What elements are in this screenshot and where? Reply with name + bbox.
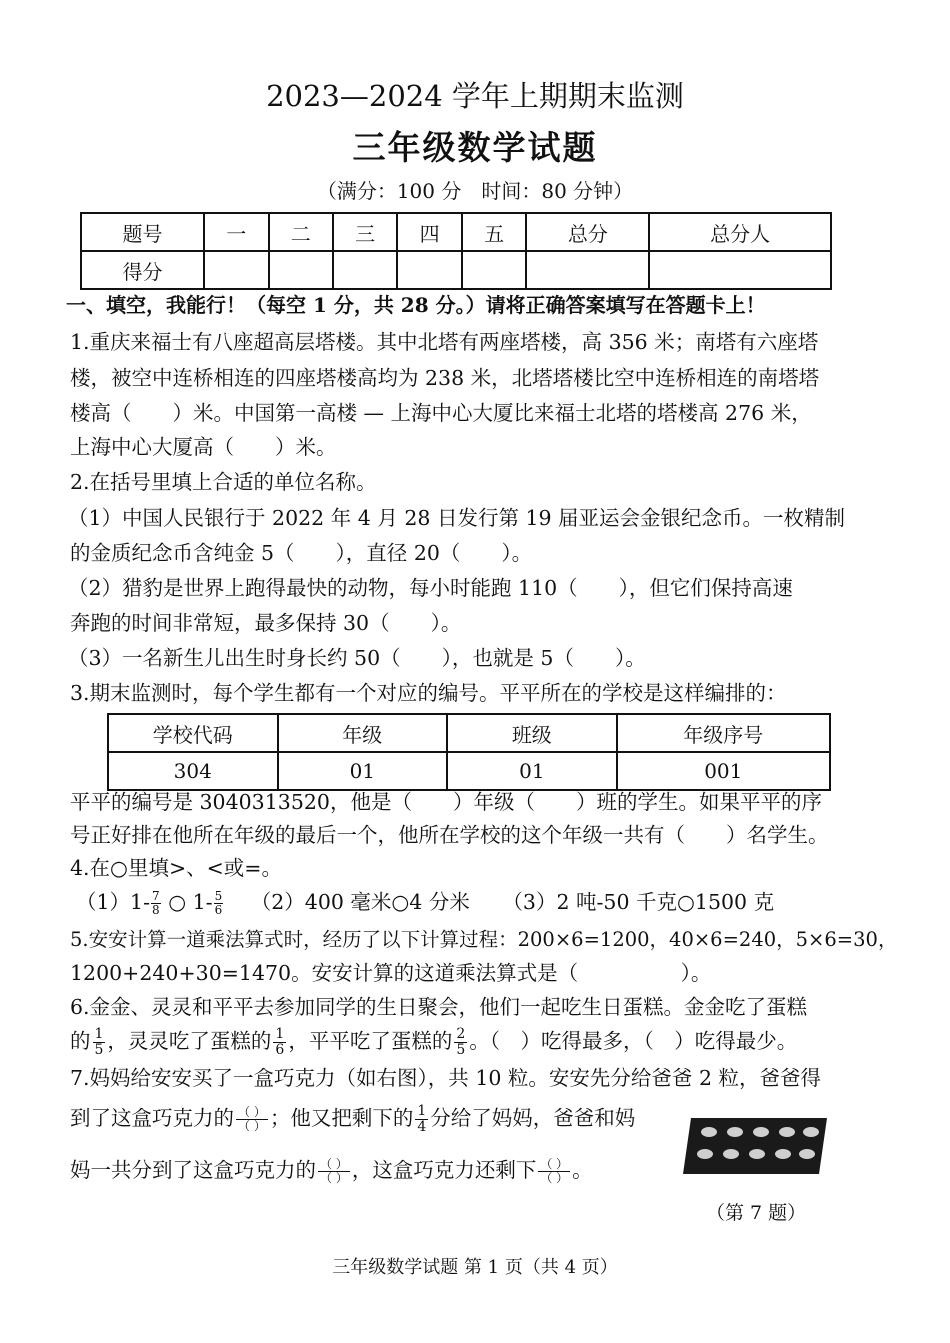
- q5-line: 5.安安计算一道乘法算式时，经历了以下计算过程：200×6=1200，40×6=240，5×6=30，: [70, 928, 898, 951]
- score-entry-cell[interactable]: [462, 251, 526, 289]
- q5-line: 1200+240+30=1470。安安计算的这道乘法算式是（ ）。: [70, 961, 712, 985]
- fraction-numerator: 5: [214, 889, 223, 904]
- code-table-cell: 304: [108, 752, 278, 790]
- q1-line: 楼高（ ）米。中国第一高楼 — 上海中心大厦比来福士北塔的塔楼高 276 米，: [70, 401, 812, 425]
- blank-denominator: （ ）: [238, 1119, 266, 1133]
- chocolate-piece: [723, 1149, 739, 1159]
- q2-line: 2.在括号里填上合适的单位名称。: [70, 470, 377, 494]
- score-table: [80, 212, 832, 290]
- exam-title: 三年级数学试题: [352, 128, 598, 167]
- fraction-numerator: 1: [275, 1025, 285, 1042]
- fraction: [273, 1027, 286, 1059]
- q2-line: 奔跑的时间非常短，最多保持 30（ ）。: [70, 611, 462, 635]
- q4-part1-mid: ○ 1-: [168, 890, 213, 914]
- blank-fraction[interactable]: [318, 1158, 350, 1185]
- q6-text: ，灵灵吃了蛋糕的: [107, 1029, 272, 1053]
- chocolate-piece: [697, 1149, 713, 1159]
- blank-fraction[interactable]: [236, 1106, 268, 1133]
- score-entry-cell[interactable]: [649, 251, 831, 289]
- q7-line: [70, 1148, 593, 1192]
- fraction: [93, 1027, 106, 1059]
- q1-line: 1.重庆来福士有八座超高层塔楼。其中北塔有两座塔楼，高 356 米；南塔有六座塔: [70, 330, 819, 354]
- chocolate-piece: [701, 1127, 717, 1137]
- blank-denominator: （ ）: [320, 1171, 348, 1185]
- q7-text: 到了这盒巧克力的: [70, 1106, 234, 1130]
- score-table-cell: 题号: [81, 213, 204, 251]
- fraction-numerator: 1: [94, 1025, 104, 1042]
- fraction-numerator: 7: [152, 889, 160, 904]
- q7-line: [70, 1096, 635, 1140]
- score-entry-cell[interactable]: [204, 251, 268, 289]
- q1-line: 上海中心大厦高（ ）米。: [70, 435, 337, 459]
- chocolate-piece: [775, 1149, 791, 1159]
- blank-numerator: （ ）: [540, 1156, 569, 1171]
- code-table-cell: 学校代码: [108, 714, 278, 752]
- chocolate-piece: [779, 1127, 795, 1137]
- score-entry-cell[interactable]: [269, 251, 333, 289]
- chocolate-piece: [749, 1149, 765, 1159]
- q6-text: ，平平吃了蛋糕的: [288, 1029, 453, 1053]
- code-table-value-row: [108, 752, 830, 790]
- q3-line: 3.期末监测时，每个学生都有一个对应的编号。平平所在的学校是这样编排的：: [70, 681, 787, 705]
- score-table-cell: 四: [397, 213, 461, 251]
- figure-caption: （第 7 题）: [706, 1202, 807, 1224]
- q2-line: （1）中国人民银行于 2022 年 4 月 28 日发行第 19 届亚运会金银纪念币。一枚精制: [68, 506, 846, 530]
- student-code-table: [107, 713, 831, 791]
- score-table-cell: 五: [462, 213, 526, 251]
- q7-text: 分给了妈妈，爸爸和妈: [430, 1106, 636, 1130]
- q2-line: （3）一名新生儿出生时身长约 50（ ），也就是 5（ ）。: [68, 646, 646, 670]
- page-footer: 三年级数学试题 第 1 页（共 4 页）: [332, 1257, 618, 1278]
- q3-line: 平平的编号是 3040313520，他是（ ）年级（ ）班的学生。如果平平的序: [70, 790, 822, 814]
- score-table-cell: 三: [333, 213, 397, 251]
- q3-line: 号正好排在他所在年级的最后一个，他所在学校的这个年级一共有（ ）名学生。: [70, 823, 829, 847]
- code-table-cell: 001: [617, 752, 830, 790]
- fraction: [214, 890, 224, 916]
- code-table-cell: 01: [278, 752, 448, 790]
- blank-denominator: （ ）: [540, 1171, 569, 1185]
- blank-numerator: （ ）: [320, 1156, 348, 1171]
- q4-line: 4.在○里填>、<或=。: [70, 856, 282, 880]
- fraction-denominator: 6: [214, 903, 223, 917]
- q7-text: 。: [572, 1158, 593, 1182]
- fraction: [454, 1027, 467, 1059]
- fraction: [415, 1104, 428, 1136]
- q7-text: ；他又把剩下的: [269, 1106, 414, 1130]
- score-entry-cell[interactable]: [333, 251, 397, 289]
- q2-line: 的金质纪念币含纯金 5（ ），直径 20（ ）。: [70, 541, 533, 565]
- chocolate-piece: [727, 1127, 743, 1137]
- q7-text: ，这盒巧克力还剩下: [351, 1158, 537, 1182]
- chocolate-tray: [683, 1118, 827, 1174]
- q4-part1-prefix: （1）1-: [76, 890, 151, 914]
- code-table-cell: 01: [447, 752, 617, 790]
- fraction-denominator: 8: [152, 903, 160, 917]
- q4-part3: （3）2 吨-50 千克○1500 克: [502, 890, 775, 914]
- score-table-cell: 二: [269, 213, 333, 251]
- score-entry-cell[interactable]: [397, 251, 461, 289]
- q1-line: 楼，被空中连桥相连的四座塔楼高均为 238 米，北塔塔楼比空中连桥相连的南塔塔: [70, 366, 820, 390]
- q7-line: 7.妈妈给安安买了一盒巧克力（如右图），共 10 粒。安安先分给爸爸 2 粒，爸爸得: [70, 1066, 822, 1090]
- blank-numerator: （ ）: [238, 1104, 266, 1119]
- score-table-header-row: [81, 213, 831, 251]
- code-table-cell: 年级序号: [617, 714, 830, 752]
- q6-text: 。（ ）吃得最多，（ ）吃得最少。: [469, 1029, 798, 1053]
- score-table-cell: 得分: [81, 251, 204, 289]
- fraction-denominator: 6: [275, 1042, 285, 1058]
- q4-parts: [76, 884, 774, 920]
- score-table-cell: 一: [204, 213, 268, 251]
- score-entry-cell[interactable]: [526, 251, 649, 289]
- blank-fraction[interactable]: [538, 1158, 570, 1185]
- chocolate-piece: [799, 1149, 815, 1159]
- exam-period-title: 2023—2024 学年上期期末监测: [266, 79, 684, 113]
- q6-line: [70, 1022, 797, 1060]
- code-table-cell: 班级: [447, 714, 617, 752]
- code-table-cell: 年级: [278, 714, 448, 752]
- code-table-header-row: [108, 714, 830, 752]
- score-table-cell: 总分: [526, 213, 649, 251]
- fraction-denominator: 4: [417, 1119, 427, 1135]
- q6-line: 6.金金、灵灵和平平去参加同学的生日聚会，他们一起吃生日蛋糕。金金吃了蛋糕: [70, 995, 808, 1019]
- chocolate-piece: [803, 1127, 819, 1137]
- fraction-numerator: 1: [417, 1102, 427, 1119]
- score-table-score-row: [81, 251, 831, 289]
- q6-text: 的: [70, 1029, 91, 1053]
- q4-part2: （2）400 毫米○4 分米: [250, 890, 470, 914]
- fraction-numerator: 2: [456, 1025, 466, 1042]
- exam-info: （满分：100 分 时间：80 分钟）: [316, 179, 634, 203]
- fraction-denominator: 5: [456, 1042, 466, 1058]
- q2-line: （2）猎豹是世界上跑得最快的动物，每小时能跑 110（ ），但它们保持高速: [68, 576, 793, 600]
- q7-text: 妈一共分到了这盒巧克力的: [70, 1158, 316, 1182]
- section-heading: 一、填空，我能行！（每空 1 分，共 28 分。）请将正确答案填写在答题卡上！: [66, 293, 766, 317]
- chocolate-box-image: [681, 1116, 829, 1176]
- fraction-denominator: 5: [94, 1042, 104, 1058]
- score-table-cell: 总分人: [649, 213, 831, 251]
- chocolate-piece: [753, 1127, 769, 1137]
- fraction: [151, 890, 161, 916]
